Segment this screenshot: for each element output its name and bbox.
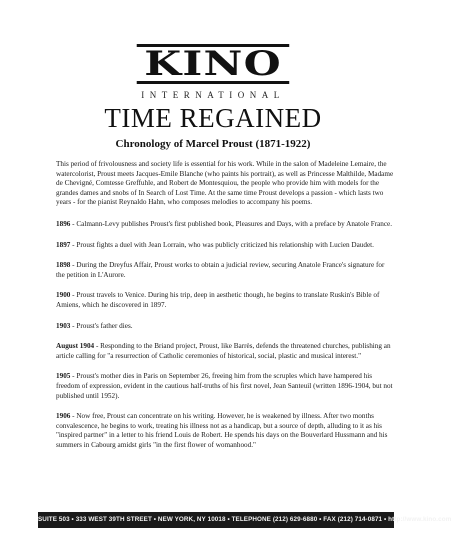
entry-text: - Calmann-Levy publishes Proust's first published book, Pleasures and Days, with a preface by Anatole France. <box>70 219 393 228</box>
logo-subtitle: INTERNATIONAL <box>141 90 285 100</box>
entry-text: - Proust's father dies. <box>70 321 133 330</box>
entry-text: - Proust travels to Venice. During his trip, deep in aesthetic though, he begins to translate Ruskin's Bible of Amiens, which he discovered in 1897. <box>56 291 380 309</box>
chronology-body <box>56 160 394 461</box>
entry-year: 1905 <box>56 372 71 381</box>
entry-year: 1897 <box>56 240 71 249</box>
entry-year: 1900 <box>56 291 71 300</box>
entry-1900 <box>56 291 394 310</box>
entry-year: 1906 <box>56 412 71 421</box>
entry-1897 <box>56 241 394 251</box>
entry-year: 1903 <box>56 321 71 330</box>
document-title: TIME REGAINED <box>104 103 322 133</box>
entry-year: 1896 <box>56 219 71 228</box>
intro-paragraph: This period of frivolousness and society life is essential for his work. While in the salon of Madeleine Lemaire, the watercolorist, Proust meets Jacques-Emile Blanche (who paints his portrait), as well as Princesse Malthilde, Madame de Chevigné, Comtesse Greffuhle, and Robert de Montesquiou, the people who provide him with models for the grandes dames and snobs of In Search of Lost Time. At the same time Proust develops a passion - which lasts two years - for the pianist Reynaldo Hahn, who composes melodies to accompany his poems. <box>56 160 394 207</box>
entry-text: - Responding to the Briand project, Proust, like Barrès, defends the threatened churches, publishing an article calling for "a resurrection of Catholic ceremonies of historical, social, plastic and musical interest." <box>56 342 391 360</box>
entry-1896 <box>56 220 394 230</box>
entry-text: - Now free, Proust can concentrate on his writing. However, he is weakened by illness. After two months convalescence, he begins to work, treating his illness not as a handicap, but a source of depth, alluding to it as his "inspired partner" in a letter to his friend Louis de Robert. He spends his days on the Bouverlard Hussmann and his summers in Cabourg amidst girls "in the first flower of womanhood." <box>56 412 388 449</box>
entry-text: - During the Dreyfus Affair, Proust works to obtain a judicial review, securing Anatole France's signature for the petition in L'Aurore. <box>56 261 385 279</box>
entry-text: - Proust's mother dies in Paris on September 26, freeing him from the scruples which have hampered his freedom of expression, evident in the cautious half-truths of his first novel, Jean Santeuil (written 1896-1904, but not published until 1952). <box>56 372 393 400</box>
entry-1898 <box>56 261 394 280</box>
entry-text: - Proust fights a duel with Jean Lorrain, who was publicly criticized his relationship with Lucien Daudet. <box>70 240 374 249</box>
address-footer: SUITE 503 • 333 WEST 39TH STREET • NEW YORK, NY 10018 • TELEPHONE (212) 629-6880 • FAX (212) 714-0871 • http://www.kino.com <box>38 512 394 528</box>
entry-1906 <box>56 412 394 450</box>
logo-wordmark: KINO <box>137 44 290 84</box>
entry-1904 <box>56 342 394 361</box>
entry-year: 1898 <box>56 261 71 270</box>
entry-1903 <box>56 322 394 332</box>
kino-logo <box>0 44 426 100</box>
entry-year: August 1904 <box>56 342 95 351</box>
document-subtitle: Chronology of Marcel Proust (1871-1922) <box>115 138 311 150</box>
entry-1905 <box>56 372 394 401</box>
